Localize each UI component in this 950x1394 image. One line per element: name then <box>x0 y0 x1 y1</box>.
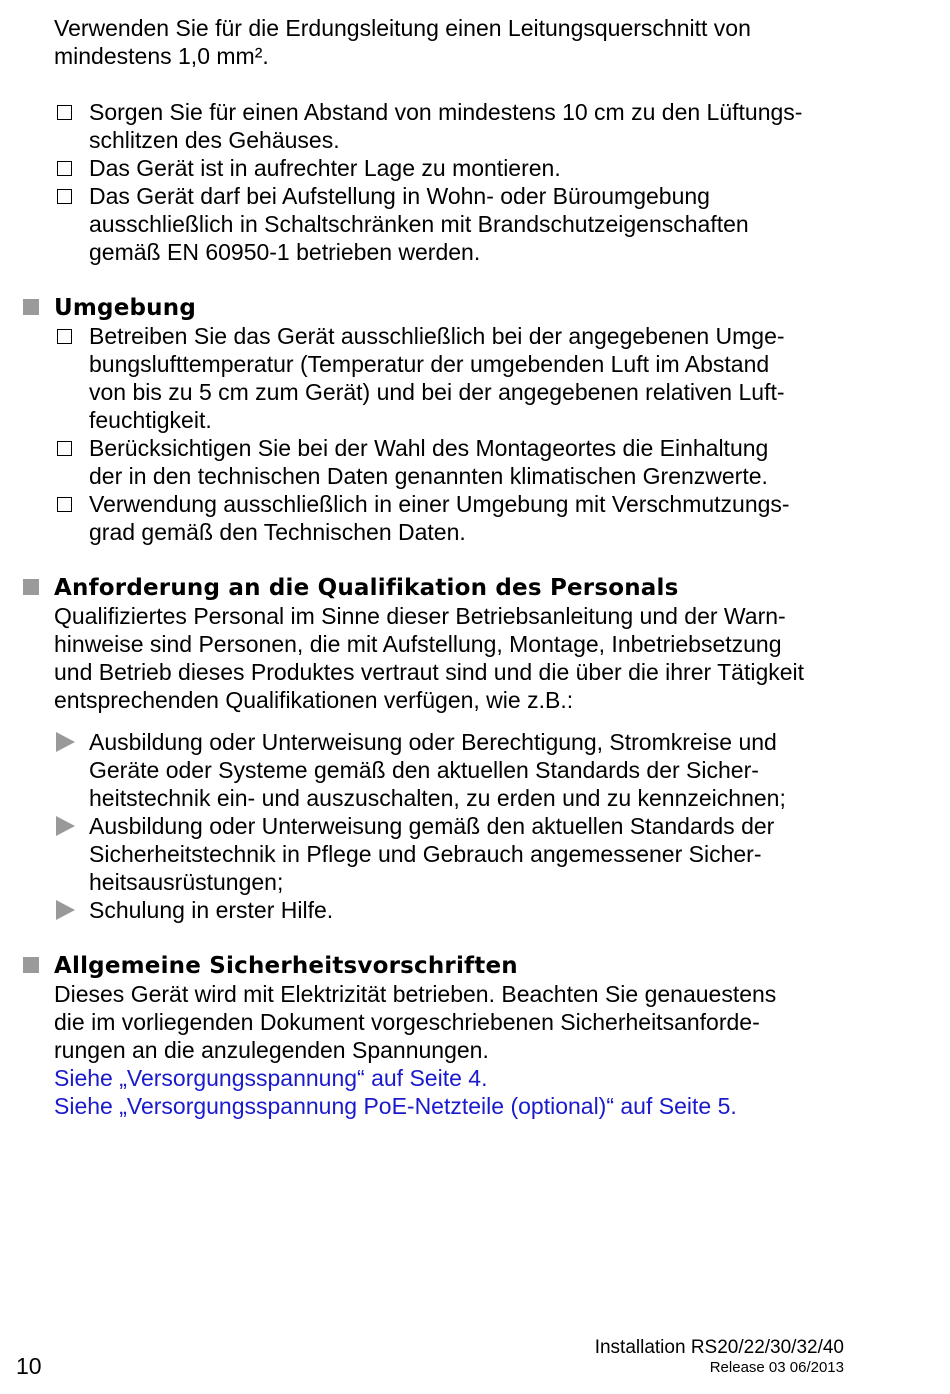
footer-release: Release 03 06/2013 <box>709 1359 844 1376</box>
qualification-item-2-line-2: Sicherheitstechnik in Pflege und Gebrauch angemessener Sicher- <box>89 841 762 867</box>
environment-item-2-line-1: Berücksichtigen Sie bei der Wahl des Montageortes die Einhaltung <box>89 435 769 461</box>
safety-paragraph-line-1: Dieses Gerät wird mit Elektrizität betrieben. Beachten Sie genauestens <box>54 981 777 1007</box>
link-versorgungsspannung[interactable]: Siehe „Versorgungsspannung“ auf Seite 4. <box>54 1065 488 1091</box>
intro-text-line-1: Verwenden Sie für die Erdungsleitung einen Leitungsquerschnitt von <box>54 15 751 41</box>
environment-item-1-line-3: von bis zu 5 cm zum Gerät) und bei der angegebenen relativen Luft- <box>89 379 785 405</box>
footer-title: Installation RS20/22/30/32/40 <box>594 1337 844 1358</box>
environment-item-1-line-2: bungslufttemperatur (Temperatur der umgebenden Luft im Abstand <box>89 351 770 377</box>
environment-item-3-line-1: Verwendung ausschließlich in einer Umgebung mit Verschmutzungs- <box>89 491 790 517</box>
environment-item-1-line-4: feuchtigkeit. <box>89 407 212 433</box>
checkbox-icon <box>57 189 72 204</box>
mounting-item-1-line-2: schlitzen des Gehäuses. <box>89 127 340 153</box>
section-heading-qualification: Anforderung an die Qualifikation des Personals <box>54 575 679 601</box>
qualification-paragraph-line-4: entsprechenden Qualifikationen verfügen, wie z.B.: <box>54 687 574 713</box>
arrow-bullet-icon <box>56 900 75 920</box>
environment-item-1-line-1: Betreiben Sie das Gerät ausschließlich bei der angegebenen Umge- <box>89 323 785 349</box>
checkbox-icon <box>57 497 72 512</box>
mounting-item-2-line-1: Das Gerät ist in aufrechter Lage zu montieren. <box>89 155 561 181</box>
qualification-paragraph-line-2: hinweise sind Personen, die mit Aufstellung, Montage, Inbetriebsetzung <box>54 631 782 657</box>
section-marker-icon <box>23 579 39 595</box>
section-heading-environment: Umgebung <box>54 295 196 321</box>
qualification-paragraph-line-1: Qualifiziertes Personal im Sinne dieser Betriebsanleitung und der Warn- <box>54 603 786 629</box>
qualification-item-2-line-3: heitsausrüstungen; <box>89 869 284 895</box>
section-marker-icon <box>23 299 39 315</box>
safety-paragraph-line-3: rungen an die anzulegenden Spannungen. <box>54 1037 489 1063</box>
checkbox-icon <box>57 105 72 120</box>
mounting-item-3-line-3: gemäß EN 60950-1 betrieben werden. <box>89 239 481 265</box>
environment-item-3-line-2: grad gemäß den Technischen Daten. <box>89 519 466 545</box>
qualification-item-1-line-1: Ausbildung oder Unterweisung oder Berechtigung, Stromkreise und <box>89 729 777 755</box>
safety-paragraph-line-2: die im vorliegenden Dokument vorgeschriebenen Sicherheitsanforde- <box>54 1009 760 1035</box>
checkbox-icon <box>57 441 72 456</box>
qualification-item-3-line-1: Schulung in erster Hilfe. <box>89 897 334 923</box>
qualification-item-1-line-2: Geräte oder Systeme gemäß den aktuellen Standards der Sicher- <box>89 757 759 783</box>
intro-text-line-2: mindestens 1,0 mm². <box>54 43 269 69</box>
arrow-bullet-icon <box>56 816 75 836</box>
checkbox-icon <box>57 161 72 176</box>
page-number: 10 <box>16 1353 42 1379</box>
qualification-paragraph-line-3: und Betrieb dieses Produktes vertraut sind und die über die ihrer Tätigkeit <box>54 659 805 685</box>
section-heading-safety: Allgemeine Sicherheitsvorschriften <box>54 953 518 979</box>
checkbox-icon <box>57 329 72 344</box>
qualification-item-1-line-3: heitstechnik ein- und auszuschalten, zu erden und zu kennzeichnen; <box>89 785 786 811</box>
section-marker-icon <box>23 957 39 973</box>
environment-item-2-line-2: der in den technischen Daten genannten klimatischen Grenzwerte. <box>89 463 768 489</box>
mounting-item-1-line-1: Sorgen Sie für einen Abstand von mindestens 10 cm zu den Lüftungs- <box>89 99 803 125</box>
mounting-item-3-line-2: ausschließlich in Schaltschränken mit Brandschutzeigenschaften <box>89 211 749 237</box>
qualification-item-2-line-1: Ausbildung oder Unterweisung gemäß den aktuellen Standards der <box>89 813 775 839</box>
mounting-item-3-line-1: Das Gerät darf bei Aufstellung in Wohn- oder Büroumgebung <box>89 183 710 209</box>
arrow-bullet-icon <box>56 732 75 752</box>
link-versorgungsspannung-poe[interactable]: Siehe „Versorgungsspannung PoE-Netzteile (optional)“ auf Seite 5. <box>54 1093 737 1119</box>
